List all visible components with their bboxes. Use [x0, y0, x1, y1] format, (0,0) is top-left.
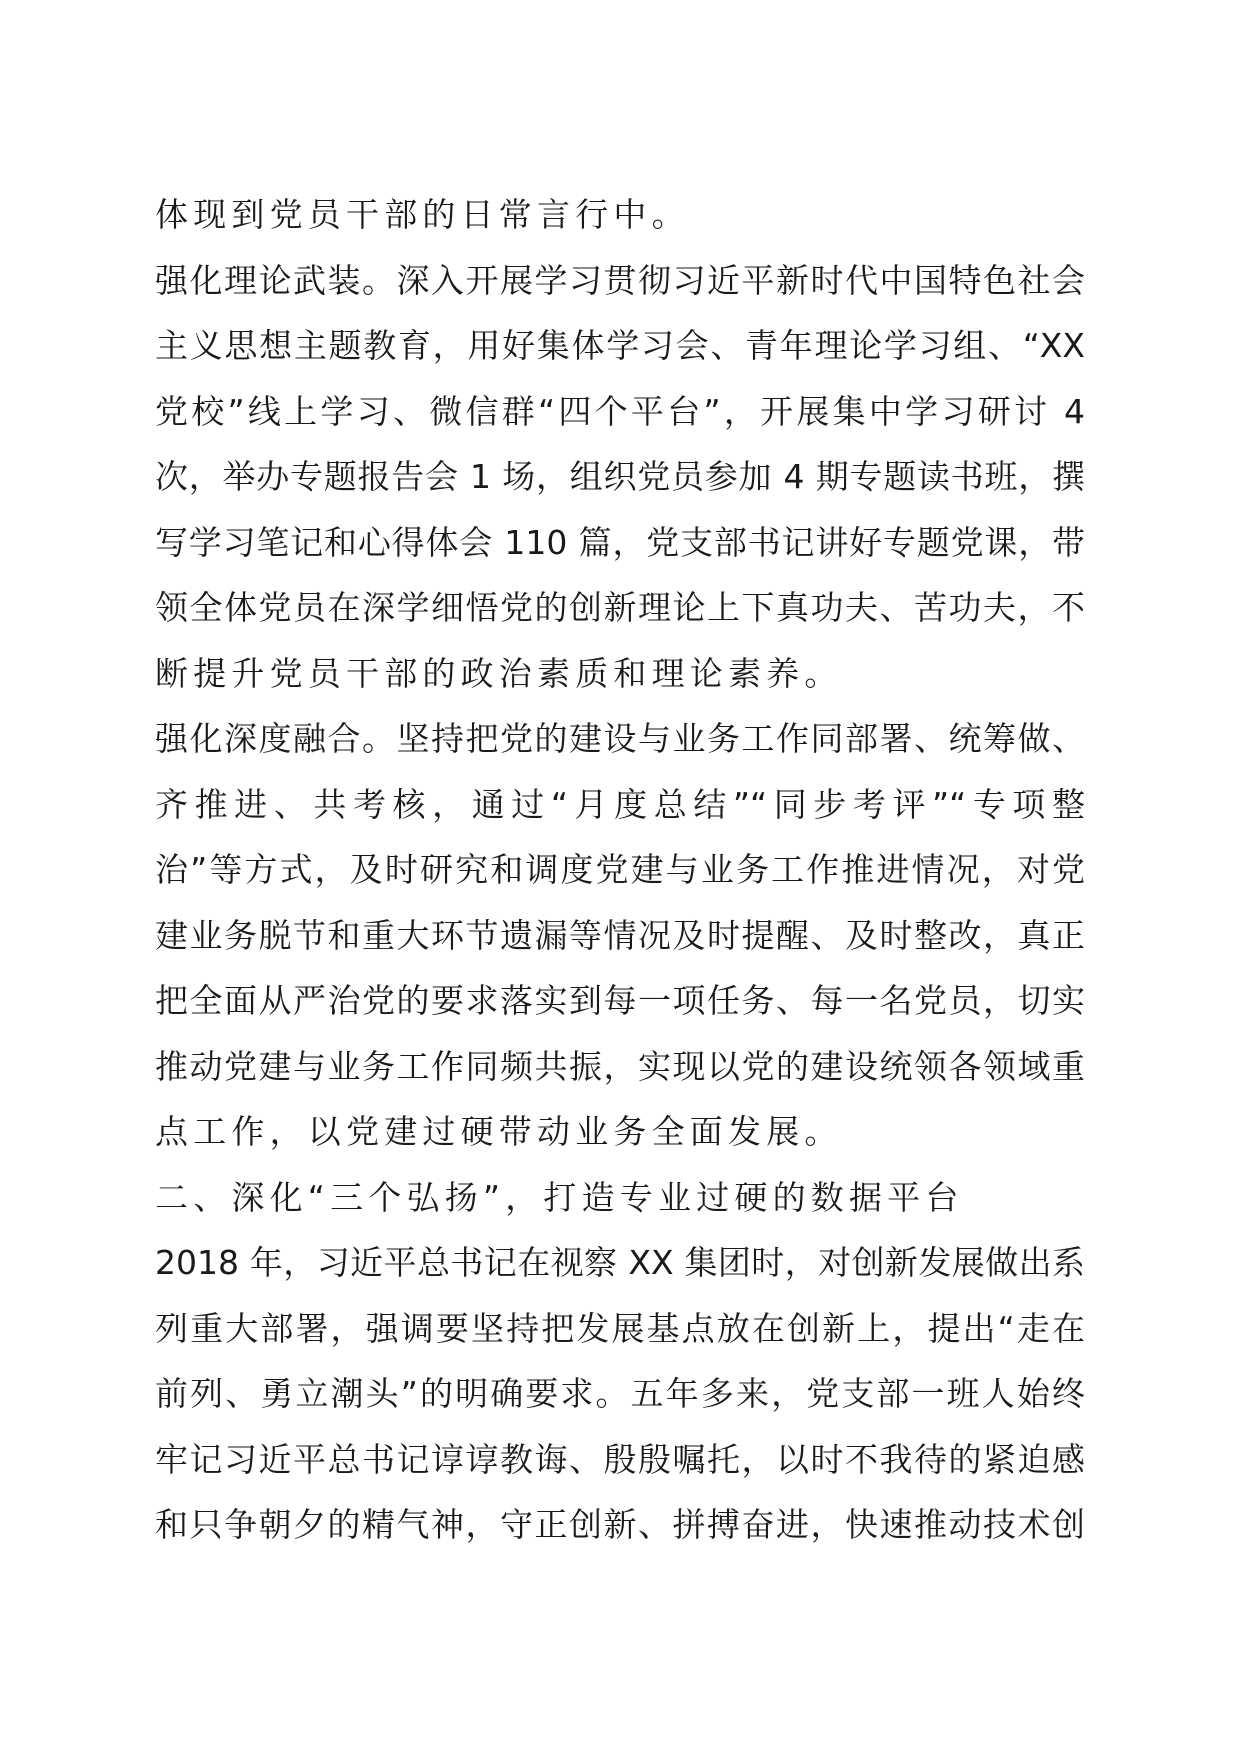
text-line: 牢记习近平总书记谆谆教诲、殷殷嘱托，以时不我待的紧迫感 [155, 1439, 1085, 1479]
document-body [155, 182, 1085, 1558]
text-line: 党校”线上学习、微信群“四个平台”，开展集中学习研讨 4 [155, 391, 1085, 431]
text-line: 前列、勇立潮头”的明确要求。五年多来，党支部一班人始终 [155, 1374, 1085, 1413]
text-line: 主义思想主题教育，用好集体学习会、青年理论学习组、“XX [155, 326, 1085, 365]
text-line: 体现到党员干部的日常言行中。 [155, 195, 690, 234]
text-line: 把全面从严治党的要求落实到每一项任务、每一名党员，切实 [155, 981, 1085, 1020]
text-line: 强化理论武装。深入开展学习贯彻习近平新时代中国特色社会 [155, 260, 1085, 300]
section-heading: 二、深化“三个弘扬”，打造专业过硬的数据平台 [155, 1177, 964, 1217]
text-line: 列重大部署，强调要坚持把发展基点放在创新上，提出“走在 [155, 1308, 1085, 1348]
text-line: 和只争朝夕的精气神，守正创新、拼搏奋进，快速推动技术创 [155, 1505, 1085, 1544]
text-line: 齐推进、共考核，通过“月度总结”“同步考评”“专项整 [155, 784, 1085, 824]
text-line: 领全体党员在深学细悟党的创新理论上下真功夫、苦功夫，不 [155, 588, 1085, 627]
text-line: 次，举办专题报告会 1 场，组织党员参加 4 期专题读书班，撰 [155, 457, 1085, 496]
text-line: 推动党建与业务工作同频共振，实现以党的建设统领各领域重 [155, 1046, 1085, 1086]
text-line: 断提升党员干部的政治素质和理论素养。 [155, 653, 843, 693]
text-line: 强化深度融合。坚持把党的建设与业务工作同部署、统筹做、 [155, 719, 1085, 758]
text-line: 写学习笔记和心得体会 110 篇，党支部书记讲好专题党课，带 [155, 522, 1085, 562]
text-line: 建业务脱节和重大环节遗漏等情况及时提醒、及时整改，真正 [155, 915, 1085, 955]
text-line: 点工作，以党建过硬带动业务全面发展。 [155, 1112, 843, 1151]
text-line: 2018 年，习近平总书记在视察 XX 集团时，对创新发展做出系 [155, 1243, 1085, 1282]
text-line: 治”等方式，及时研究和调度党建与业务工作推进情况，对党 [155, 850, 1085, 889]
